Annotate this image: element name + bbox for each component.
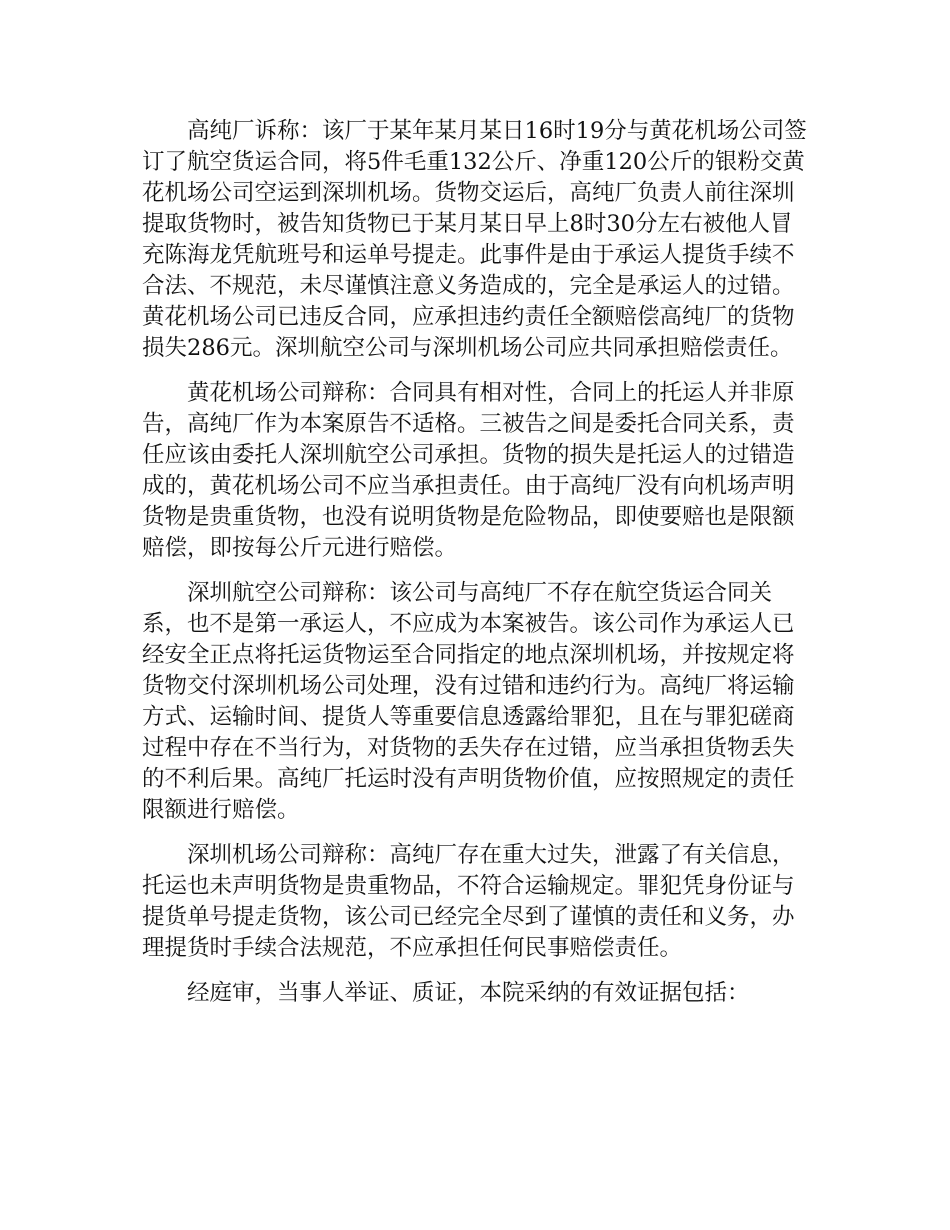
document-body (142, 116, 810, 1009)
paragraph-plaintiff-claim: 高纯厂诉称：该厂于某年某月某日16时19分与黄花机场公司签订了航空货运合同，将5件毛重132公斤、净重120公斤的银粉交黄花机场公司空运到深圳机场。货物交运后，高纯厂负责人前往深圳提取货物时，被告知货物已于某月某日早上8时30分左右被他人冒充陈海龙凭航班号和运单号提走。此事件是由于承运人提货手续不合法、不规范，未尽谨慎注意义务造成的，完全是承运人的过错。黄花机场公司已违反合同，应承担违约责任全额赔偿高纯厂的货物损失286元。深圳航空公司与深圳机场公司应共同承担赔偿责任。 (142, 118, 807, 361)
paragraph-shenzhen-airport-defense: 深圳机场公司辩称：高纯厂存在重大过失，泄露了有关信息，托运也未声明货物是贵重物品，不符合运输规定。罪犯凭身份证与提货单号提走货物，该公司已经完全尽到了谨慎的责任和义务，办理提货时手续合法规范，不应承担任何民事赔偿责任。 (142, 842, 795, 961)
paragraph-huanghua-airport-defense: 黄花机场公司辩称：合同具有相对性，合同上的托运人并非原告，高纯厂作为本案原告不适格。三被告之间是委托合同关系，责任应该由委托人深圳航空公司承担。货物的损失是托运人的过错造成的，黄花机场公司不应当承担责任。由于高纯厂没有向机场声明货物是贵重货物，也没有说明货物是危险物品，即使要赔也是限额赔偿，即按每公斤元进行赔偿。 (142, 380, 795, 561)
paragraph-evidence-intro: 经庭审，当事人举证、质证，本院采纳的有效证据包括： (187, 980, 750, 1006)
paragraph-shenzhen-airlines-defense: 深圳航空公司辩称：该公司与高纯厂不存在航空货运合同关系，也不是第一承运人，不应成为本案被告。该公司作为承运人已经安全正点将托运货物运至合同指定的地点深圳机场，并按规定将货物交付深圳机场公司处理，没有过错和违约行为。高纯厂将运输方式、运输时间、提货人等重要信息透露给罪犯，且在与罪犯磋商过程中存在不当行为，对货物的丢失存在过错，应当承担货物丢失的不利后果。高纯厂托运时没有声明货物价值，应按照规定的责任限额进行赔偿。 (142, 580, 795, 823)
